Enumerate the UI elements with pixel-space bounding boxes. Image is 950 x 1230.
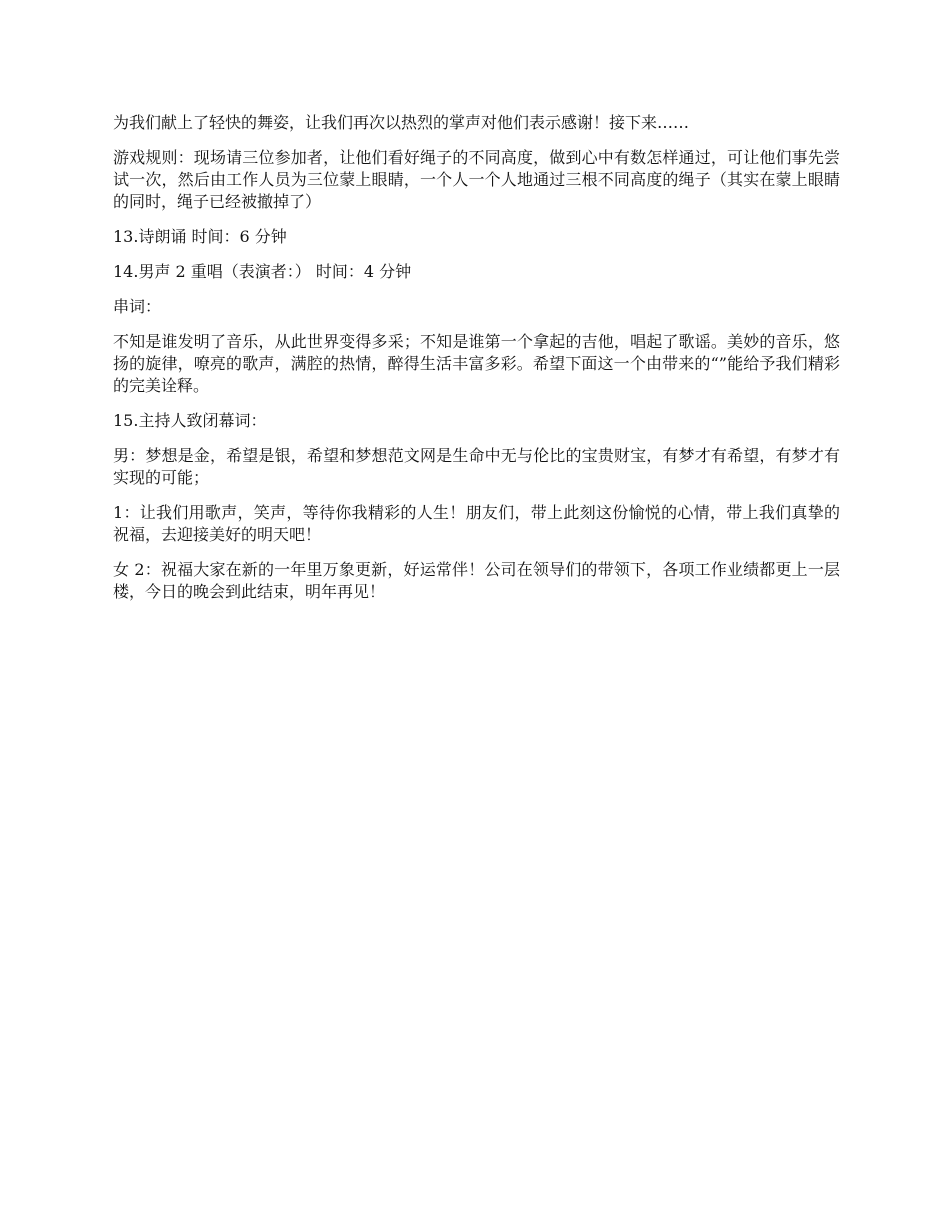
program-item-15: 15.主持人致闭幕词： (113, 411, 267, 430)
section-label-transition: 串词： (113, 297, 162, 316)
paragraph-thanks-transition: 为我们献上了轻快的舞姿，让我们再次以热烈的掌声对他们表示感谢！接下来…… (113, 113, 690, 132)
paragraph-host-female-2: 女 2：祝福大家在新的一年里万象更新，好运常伴！公司在领导们的带领下，各项工作业绩都更上一层楼，今日的晚会到此结束，明年再见！ (113, 560, 840, 601)
program-item-14: 14.男声 2 重唱（表演者：） 时间：4 分钟 (113, 262, 412, 281)
paragraph-host-1: 1：让我们用歌声，笑声，等待你我精彩的人生！朋友们，带上此刻这份愉悦的心情，带上我们真挚的祝福，去迎接美好的明天吧！ (113, 503, 840, 544)
paragraph-game-rules: 游戏规则：现场请三位参加者，让他们看好绳子的不同高度，做到心中有数怎样通过，可让他们事先尝试一次，然后由工作人员为三位蒙上眼睛，一个人一个人地通过三根不同高度的绳子（其实在蒙上眼睛的同时，绳子已经被撤掉了） (113, 148, 840, 211)
paragraph-music-intro: 不知是谁发明了音乐，从此世界变得多采；不知是谁第一个拿起的吉他，唱起了歌谣。美妙的音乐，悠扬的旋律，嘹亮的歌声，满腔的热情，醉得生活丰富多彩。希望下面这一个由带来的“”能给予我们精彩的完美诠释。 (113, 332, 840, 395)
document-body (113, 112, 840, 616)
program-item-13: 13.诗朗诵 时间：6 分钟 (113, 227, 287, 246)
paragraph-host-male: 男：梦想是金，希望是银，希望和梦想范文网是生命中无与伦比的宝贵财宝，有梦才有希望，有梦才有实现的可能； (113, 446, 840, 487)
